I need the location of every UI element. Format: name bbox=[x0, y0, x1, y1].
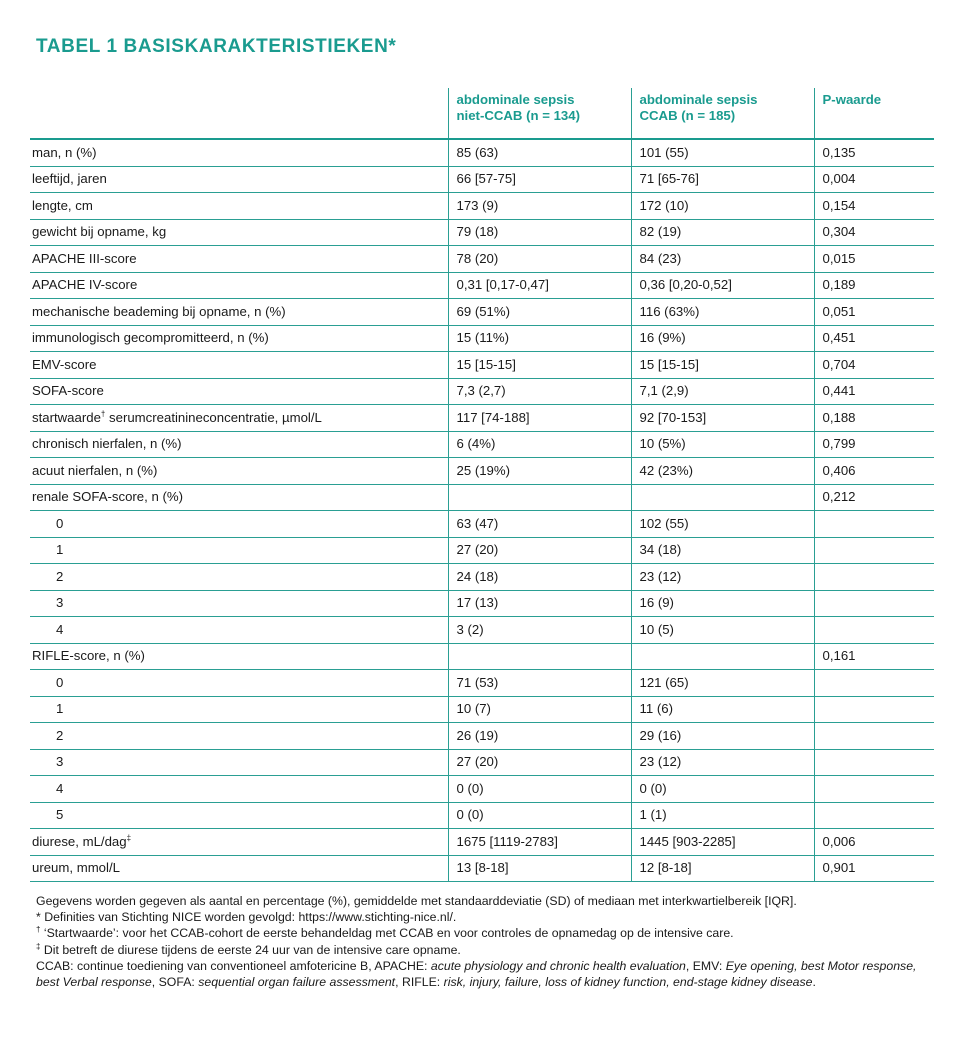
characteristics-table-wrapper bbox=[30, 88, 934, 882]
row-label bbox=[30, 246, 448, 273]
row-label-text: mechanische beademing bij opname, n (%) bbox=[32, 303, 286, 319]
abbr-rifle: , RIFLE: bbox=[395, 975, 444, 990]
value-ccab: 84 (23) bbox=[631, 246, 814, 273]
value-non-ccab: 15 [15-15] bbox=[448, 352, 631, 379]
table-row bbox=[30, 272, 934, 299]
table-row bbox=[30, 139, 934, 166]
row-label bbox=[30, 511, 448, 538]
footnote-abbreviations bbox=[36, 958, 940, 990]
value-p: 0,441 bbox=[814, 378, 934, 405]
row-label bbox=[30, 802, 448, 829]
value-p bbox=[814, 749, 934, 776]
row-label bbox=[30, 431, 448, 458]
value-ccab: 71 [65-76] bbox=[631, 166, 814, 193]
row-label-text: acuut nierfalen, n (%) bbox=[32, 462, 158, 478]
value-ccab: 172 (10) bbox=[631, 193, 814, 220]
value-p: 0,004 bbox=[814, 166, 934, 193]
table-row bbox=[30, 405, 934, 432]
value-non-ccab: 117 [74-188] bbox=[448, 405, 631, 432]
value-ccab: 10 (5%) bbox=[631, 431, 814, 458]
value-ccab: 34 (18) bbox=[631, 537, 814, 564]
footnote-diurese bbox=[36, 942, 940, 958]
value-non-ccab: 85 (63) bbox=[448, 139, 631, 166]
value-non-ccab: 25 (19%) bbox=[448, 458, 631, 485]
value-ccab: 101 (55) bbox=[631, 139, 814, 166]
value-ccab: 16 (9%) bbox=[631, 325, 814, 352]
value-non-ccab: 3 (2) bbox=[448, 617, 631, 644]
table-row bbox=[30, 484, 934, 511]
row-label bbox=[30, 617, 448, 644]
row-label-text: APACHE III-score bbox=[32, 250, 137, 266]
value-ccab: 16 (9) bbox=[631, 590, 814, 617]
value-ccab: 121 (65) bbox=[631, 670, 814, 697]
table-row bbox=[30, 643, 934, 670]
value-ccab: 23 (12) bbox=[631, 564, 814, 591]
value-p bbox=[814, 670, 934, 697]
row-label bbox=[30, 776, 448, 803]
row-label-text: 2 bbox=[56, 568, 64, 584]
value-ccab: 29 (16) bbox=[631, 723, 814, 750]
row-label bbox=[30, 299, 448, 326]
row-label-text: EMV-score bbox=[32, 356, 97, 372]
table-row bbox=[30, 855, 934, 882]
value-non-ccab: 78 (20) bbox=[448, 246, 631, 273]
footnote-startwaarde bbox=[36, 925, 940, 941]
value-ccab: 1 (1) bbox=[631, 802, 814, 829]
row-label bbox=[30, 139, 448, 166]
footnote-nice-definitions: * Definities van Stichting NICE worden gevolgd: https://www.stichting-nice.nl/. bbox=[36, 910, 457, 925]
value-non-ccab: 66 [57-75] bbox=[448, 166, 631, 193]
row-label bbox=[30, 749, 448, 776]
header-ccab bbox=[631, 88, 814, 139]
row-label-text: 3 bbox=[56, 595, 64, 611]
table-row bbox=[30, 378, 934, 405]
row-label-text: chronisch nierfalen, n (%) bbox=[32, 436, 182, 452]
row-label bbox=[30, 378, 448, 405]
value-ccab: 0,36 [0,20-0,52] bbox=[631, 272, 814, 299]
footnote-startwaarde-text: ‘Startwaarde’: voor het CCAB-cohort de eerste behandeldag met CCAB en voor controles de opnamedag op de intensive care. bbox=[40, 926, 734, 941]
value-ccab: 0 (0) bbox=[631, 776, 814, 803]
value-p: 0,212 bbox=[814, 484, 934, 511]
row-label-text: 3 bbox=[56, 754, 64, 770]
table-row bbox=[30, 299, 934, 326]
value-p: 0,135 bbox=[814, 139, 934, 166]
value-non-ccab: 0,31 [0,17-0,47] bbox=[448, 272, 631, 299]
value-p: 0,051 bbox=[814, 299, 934, 326]
value-p bbox=[814, 564, 934, 591]
header-ccab-line2: CCAB (n = 185) bbox=[639, 108, 736, 123]
table-body bbox=[30, 139, 934, 882]
table-row bbox=[30, 749, 934, 776]
table-row bbox=[30, 696, 934, 723]
value-ccab: 1445 [903-2285] bbox=[631, 829, 814, 856]
table-row bbox=[30, 511, 934, 538]
value-ccab: 116 (63%) bbox=[631, 299, 814, 326]
table-row bbox=[30, 723, 934, 750]
value-non-ccab: 6 (4%) bbox=[448, 431, 631, 458]
value-ccab: 15 [15-15] bbox=[631, 352, 814, 379]
abbr-emv: , EMV: bbox=[685, 958, 726, 973]
value-p bbox=[814, 696, 934, 723]
header-p-value: P-waarde bbox=[814, 88, 934, 139]
abbr-end: . bbox=[812, 975, 816, 990]
table-row bbox=[30, 219, 934, 246]
header-non-ccab-line1: abdominale sepsis bbox=[456, 92, 575, 107]
value-non-ccab: 26 (19) bbox=[448, 723, 631, 750]
row-label-text: ureum, mmol/L bbox=[32, 860, 120, 876]
row-label bbox=[30, 829, 448, 856]
footnote-diurese-text: Dit betreft de diurese tijdens de eerste 24 uur van de intensive care opname. bbox=[40, 942, 461, 957]
row-label bbox=[30, 643, 448, 670]
row-label-footnote-mark: ‡ bbox=[126, 833, 132, 843]
row-label bbox=[30, 484, 448, 511]
value-p bbox=[814, 617, 934, 644]
value-non-ccab: 1675 [1119-2783] bbox=[448, 829, 631, 856]
value-non-ccab: 13 [8-18] bbox=[448, 855, 631, 882]
table-title: TABEL 1 BASISKARAKTERISTIEKEN* bbox=[36, 36, 397, 57]
table-row bbox=[30, 829, 934, 856]
table-header-row bbox=[30, 88, 934, 139]
value-ccab: 10 (5) bbox=[631, 617, 814, 644]
table-row bbox=[30, 166, 934, 193]
value-non-ccab: 7,3 (2,7) bbox=[448, 378, 631, 405]
value-p: 0,015 bbox=[814, 246, 934, 273]
value-non-ccab: 63 (47) bbox=[448, 511, 631, 538]
value-ccab: 7,1 (2,9) bbox=[631, 378, 814, 405]
table-row bbox=[30, 564, 934, 591]
row-label-text: 2 bbox=[56, 727, 64, 743]
value-p bbox=[814, 511, 934, 538]
value-p bbox=[814, 590, 934, 617]
row-label-text: SOFA-score bbox=[32, 383, 104, 399]
table-row bbox=[30, 670, 934, 697]
row-label bbox=[30, 855, 448, 882]
row-label bbox=[30, 590, 448, 617]
value-p: 0,304 bbox=[814, 219, 934, 246]
table-row bbox=[30, 776, 934, 803]
abbr-rifle-full: risk, injury, failure, loss of kidney function, end-stage kidney disease bbox=[443, 975, 813, 990]
row-label-text: RIFLE-score, n (%) bbox=[32, 648, 145, 664]
table-row bbox=[30, 431, 934, 458]
value-p: 0,451 bbox=[814, 325, 934, 352]
row-label-text: leeftijd, jaren bbox=[32, 171, 107, 187]
header-non-ccab bbox=[448, 88, 631, 139]
row-label bbox=[30, 166, 448, 193]
value-non-ccab: 10 (7) bbox=[448, 696, 631, 723]
row-label-text: 0 bbox=[56, 515, 64, 531]
table-row bbox=[30, 458, 934, 485]
value-p: 0,189 bbox=[814, 272, 934, 299]
row-label-text: man, n (%) bbox=[32, 144, 97, 160]
table-row bbox=[30, 537, 934, 564]
value-non-ccab: 27 (20) bbox=[448, 749, 631, 776]
row-label-text: 1 bbox=[56, 701, 64, 717]
row-label-text: APACHE IV-score bbox=[32, 277, 138, 293]
abbr-ccab-apache: CCAB: continue toediening van conventioneel amfotericine B, APACHE: bbox=[36, 958, 431, 973]
value-p bbox=[814, 802, 934, 829]
value-ccab bbox=[631, 484, 814, 511]
value-ccab bbox=[631, 643, 814, 670]
value-ccab: 11 (6) bbox=[631, 696, 814, 723]
value-p: 0,901 bbox=[814, 855, 934, 882]
footnote-data-description: Gegevens worden gegeven als aantal en percentage (%), gemiddelde met standaarddeviatie (SD) of mediaan met interkwartielbereik [IQR]. bbox=[36, 894, 797, 908]
row-label-text: diurese, mL/dag bbox=[32, 833, 127, 849]
row-label bbox=[30, 537, 448, 564]
value-ccab: 92 [70-153] bbox=[631, 405, 814, 432]
row-label bbox=[30, 352, 448, 379]
row-label-text: 4 bbox=[56, 780, 64, 796]
dagger-mark: † bbox=[36, 925, 41, 935]
row-label-text: 5 bbox=[56, 807, 64, 823]
value-non-ccab bbox=[448, 484, 631, 511]
row-label-text: startwaarde bbox=[32, 409, 101, 425]
value-p bbox=[814, 723, 934, 750]
value-ccab: 12 [8-18] bbox=[631, 855, 814, 882]
value-p: 0,406 bbox=[814, 458, 934, 485]
table-row bbox=[30, 193, 934, 220]
value-p: 0,006 bbox=[814, 829, 934, 856]
table-row bbox=[30, 352, 934, 379]
row-label bbox=[30, 723, 448, 750]
table-footnotes bbox=[36, 893, 940, 990]
value-non-ccab bbox=[448, 643, 631, 670]
abbr-sofa-full: sequential organ failure assessment bbox=[198, 975, 396, 990]
abbr-emv-full: Eye opening, best Motor response, best Verbal response bbox=[36, 958, 917, 990]
abbr-sofa: , SOFA: bbox=[151, 975, 199, 990]
value-non-ccab: 0 (0) bbox=[448, 802, 631, 829]
row-label-text: 4 bbox=[56, 621, 64, 637]
value-non-ccab: 173 (9) bbox=[448, 193, 631, 220]
value-ccab: 102 (55) bbox=[631, 511, 814, 538]
value-ccab: 82 (19) bbox=[631, 219, 814, 246]
value-ccab: 42 (23%) bbox=[631, 458, 814, 485]
table-row bbox=[30, 246, 934, 273]
row-label bbox=[30, 325, 448, 352]
row-label-text: 1 bbox=[56, 542, 64, 558]
value-non-ccab: 17 (13) bbox=[448, 590, 631, 617]
abbr-apache-full: acute physiology and chronic health evaluation bbox=[430, 958, 686, 973]
row-label-footnote-mark: † bbox=[100, 409, 106, 419]
value-non-ccab: 27 (20) bbox=[448, 537, 631, 564]
value-p: 0,704 bbox=[814, 352, 934, 379]
value-p bbox=[814, 776, 934, 803]
value-non-ccab: 24 (18) bbox=[448, 564, 631, 591]
row-label-rest: serumcreatinineconcentratie, µmol/L bbox=[105, 409, 322, 425]
row-label-text: immunologisch gecompromitteerd, n (%) bbox=[32, 330, 269, 346]
table-row bbox=[30, 590, 934, 617]
row-label bbox=[30, 564, 448, 591]
value-p: 0,188 bbox=[814, 405, 934, 432]
row-label bbox=[30, 696, 448, 723]
double-dagger-mark: ‡ bbox=[36, 941, 41, 951]
table-row bbox=[30, 325, 934, 352]
value-ccab: 23 (12) bbox=[631, 749, 814, 776]
row-label bbox=[30, 458, 448, 485]
row-label bbox=[30, 219, 448, 246]
header-non-ccab-line2: niet-CCAB (n = 134) bbox=[456, 108, 580, 123]
row-label-text: gewicht bij opname, kg bbox=[32, 224, 167, 240]
value-p: 0,799 bbox=[814, 431, 934, 458]
row-label-text: renale SOFA-score, n (%) bbox=[32, 489, 183, 505]
value-non-ccab: 0 (0) bbox=[448, 776, 631, 803]
row-label-text: lengte, cm bbox=[32, 197, 93, 213]
value-non-ccab: 79 (18) bbox=[448, 219, 631, 246]
characteristics-table bbox=[30, 88, 934, 882]
value-non-ccab: 69 (51%) bbox=[448, 299, 631, 326]
value-p bbox=[814, 537, 934, 564]
header-characteristic bbox=[30, 88, 448, 139]
table-row bbox=[30, 617, 934, 644]
table-row bbox=[30, 802, 934, 829]
row-label bbox=[30, 405, 448, 432]
row-label bbox=[30, 193, 448, 220]
value-non-ccab: 15 (11%) bbox=[448, 325, 631, 352]
value-non-ccab: 71 (53) bbox=[448, 670, 631, 697]
row-label-text: 0 bbox=[56, 674, 64, 690]
value-p: 0,154 bbox=[814, 193, 934, 220]
header-ccab-line1: abdominale sepsis bbox=[639, 92, 758, 107]
row-label bbox=[30, 272, 448, 299]
row-label bbox=[30, 670, 448, 697]
value-p: 0,161 bbox=[814, 643, 934, 670]
